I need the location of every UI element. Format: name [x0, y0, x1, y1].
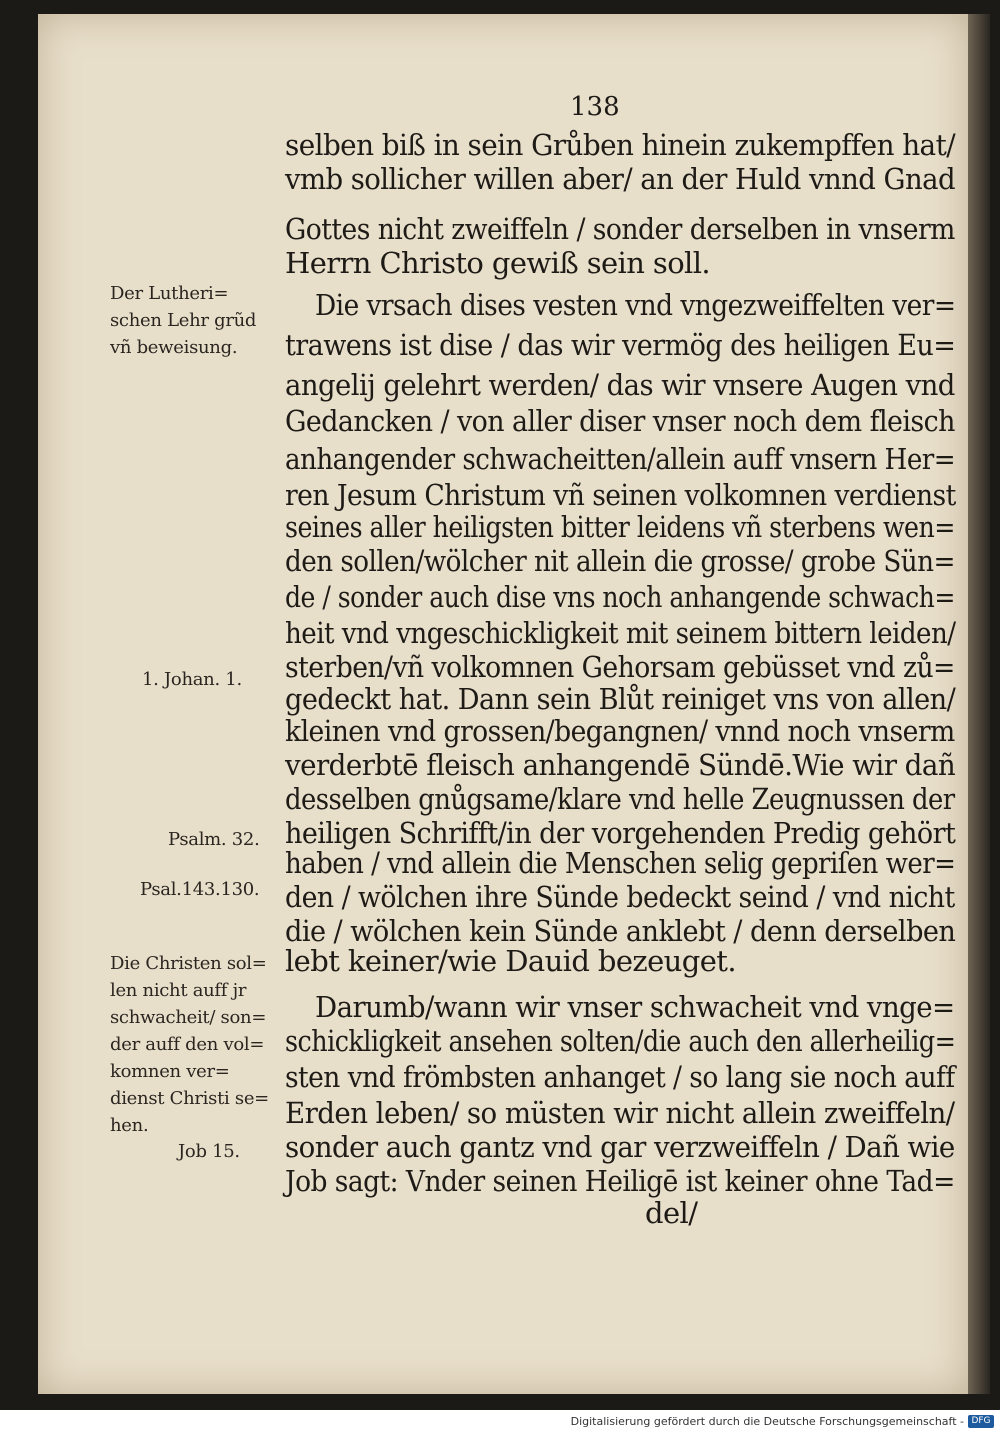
margin-note-line: len nicht auff jr [110, 980, 247, 1001]
margin-note-line: vñ beweisung. [110, 337, 238, 358]
page-edge [968, 14, 990, 1394]
body-line: die / wölchen kein Sünde anklebt / denn derselben [285, 914, 956, 948]
margin-note-lutheran [110, 280, 256, 361]
margin-note-line: der auff den vol= [110, 1034, 265, 1055]
body-line: den / wölchen ihre Sünde bedeckt seind / vnd nicht [285, 880, 955, 914]
body-line: Job sagt: Vnder seinen Heiligē ist keiner ohne Tad= [285, 1164, 955, 1198]
body-line: Die vrsach dises vesten vnd vngezweiffelten ver= [315, 288, 956, 322]
margin-note-line: hen. [110, 1115, 149, 1136]
body-line: heiligen Schrifft/in der vorgehenden Predig gehört [285, 816, 956, 850]
margin-note-line: schwacheit/ son= [110, 1007, 267, 1028]
body-line: selben biß in sein Grůben hinein zukempffen hat/ [285, 128, 956, 162]
margin-note-johan [142, 666, 242, 693]
body-line: Herrn Christo gewiß sein soll. [285, 246, 711, 280]
body-line: Erden leben/ so müsten wir nicht allein zweiffeln/ [285, 1096, 955, 1130]
margin-note-line: Psal.143.130. [140, 879, 260, 900]
margin-note-line: Psalm. 32. [168, 829, 260, 850]
body-line: seines aller heiligsten bitter leidens vñ sterbens wen= [285, 510, 955, 544]
body-line: heit vnd vngeschickligkeit mit seinem bittern leiden/ [285, 616, 956, 650]
body-line: angelij gelehrt werden/ das wir vnsere Augen vnd [285, 368, 955, 402]
footer-bar [0, 1412, 1000, 1432]
margin-note-line: dienst Christi se= [110, 1088, 269, 1109]
body-line: ren Jesum Christum vñ seinen volkomnen verdienst [285, 478, 956, 512]
margin-note-psal143 [140, 876, 259, 903]
body-line: anhangender schwacheitten/allein auff vnsern Her= [285, 442, 956, 476]
margin-note-line: schen Lehr grũd [110, 310, 257, 331]
funding-credit: Digitalisierung gefördert durch die Deutsche Forschungsgemeinschaft - [570, 1415, 964, 1428]
body-line: vmb sollicher willen aber/ an der Huld vnnd Gnad [285, 162, 955, 196]
body-line: de / sonder auch dise vns noch anhangende schwach= [285, 580, 955, 614]
margin-note-line: Die Christen sol= [110, 953, 267, 974]
margin-note-line: 1. Johan. 1. [142, 669, 242, 690]
body-line: trawens ist dise / das wir vermög des heiligen Eu= [285, 328, 956, 362]
body-line: den sollen/wölcher nit allein die grosse/ grobe Sün= [285, 544, 955, 578]
margin-note-line: komnen ver= [110, 1061, 230, 1082]
body-line: kleinen vnd grossen/begangnen/ vnnd noch vnserm [285, 714, 955, 748]
body-line: Gottes nicht zweiffeln / sonder derselben in vnserm [285, 212, 955, 246]
body-line: sterben/vñ volkomnen Gehorsam gebüsset vnd zů= [285, 650, 955, 684]
body-line: Darumb/wann wir vnser schwacheit vnd vnge= [315, 990, 955, 1024]
margin-note-line: Der Lutheri= [110, 283, 229, 304]
margin-note-job [178, 1138, 240, 1165]
margin-note-psalm32 [168, 826, 260, 853]
margin-note-christen [110, 950, 269, 1139]
body-line: lebt keiner/wie Dauid bezeuget. [285, 944, 736, 978]
body-line: gedeckt hat. Dann sein Blůt reiniget vns von allen/ [285, 682, 956, 716]
margin-note-line: Job 15. [178, 1141, 240, 1162]
page-number: 138 [570, 92, 620, 122]
body-line: sten vnd frömbsten anhanget / so lang sie noch auff [285, 1060, 955, 1094]
body-line: schickligkeit ansehen solten/die auch den allerheilig= [285, 1024, 956, 1058]
dfg-logo: DFG [968, 1415, 994, 1428]
body-line: haben / vnd allein die Menschen selig gepriſen wer= [285, 846, 956, 880]
body-line: desselben gnůgsame/klare vnd helle Zeugnussen der [285, 782, 955, 816]
body-line: Gedancken / von aller diser vnser noch dem fleisch [285, 404, 955, 438]
body-line: sonder auch gantz vnd gar verzweiffeln / Dañ wie [285, 1130, 955, 1164]
body-line: del/ [645, 1196, 698, 1230]
body-line: verderbtē fleisch anhangendē Sündē.Wie wir dañ [285, 748, 956, 782]
